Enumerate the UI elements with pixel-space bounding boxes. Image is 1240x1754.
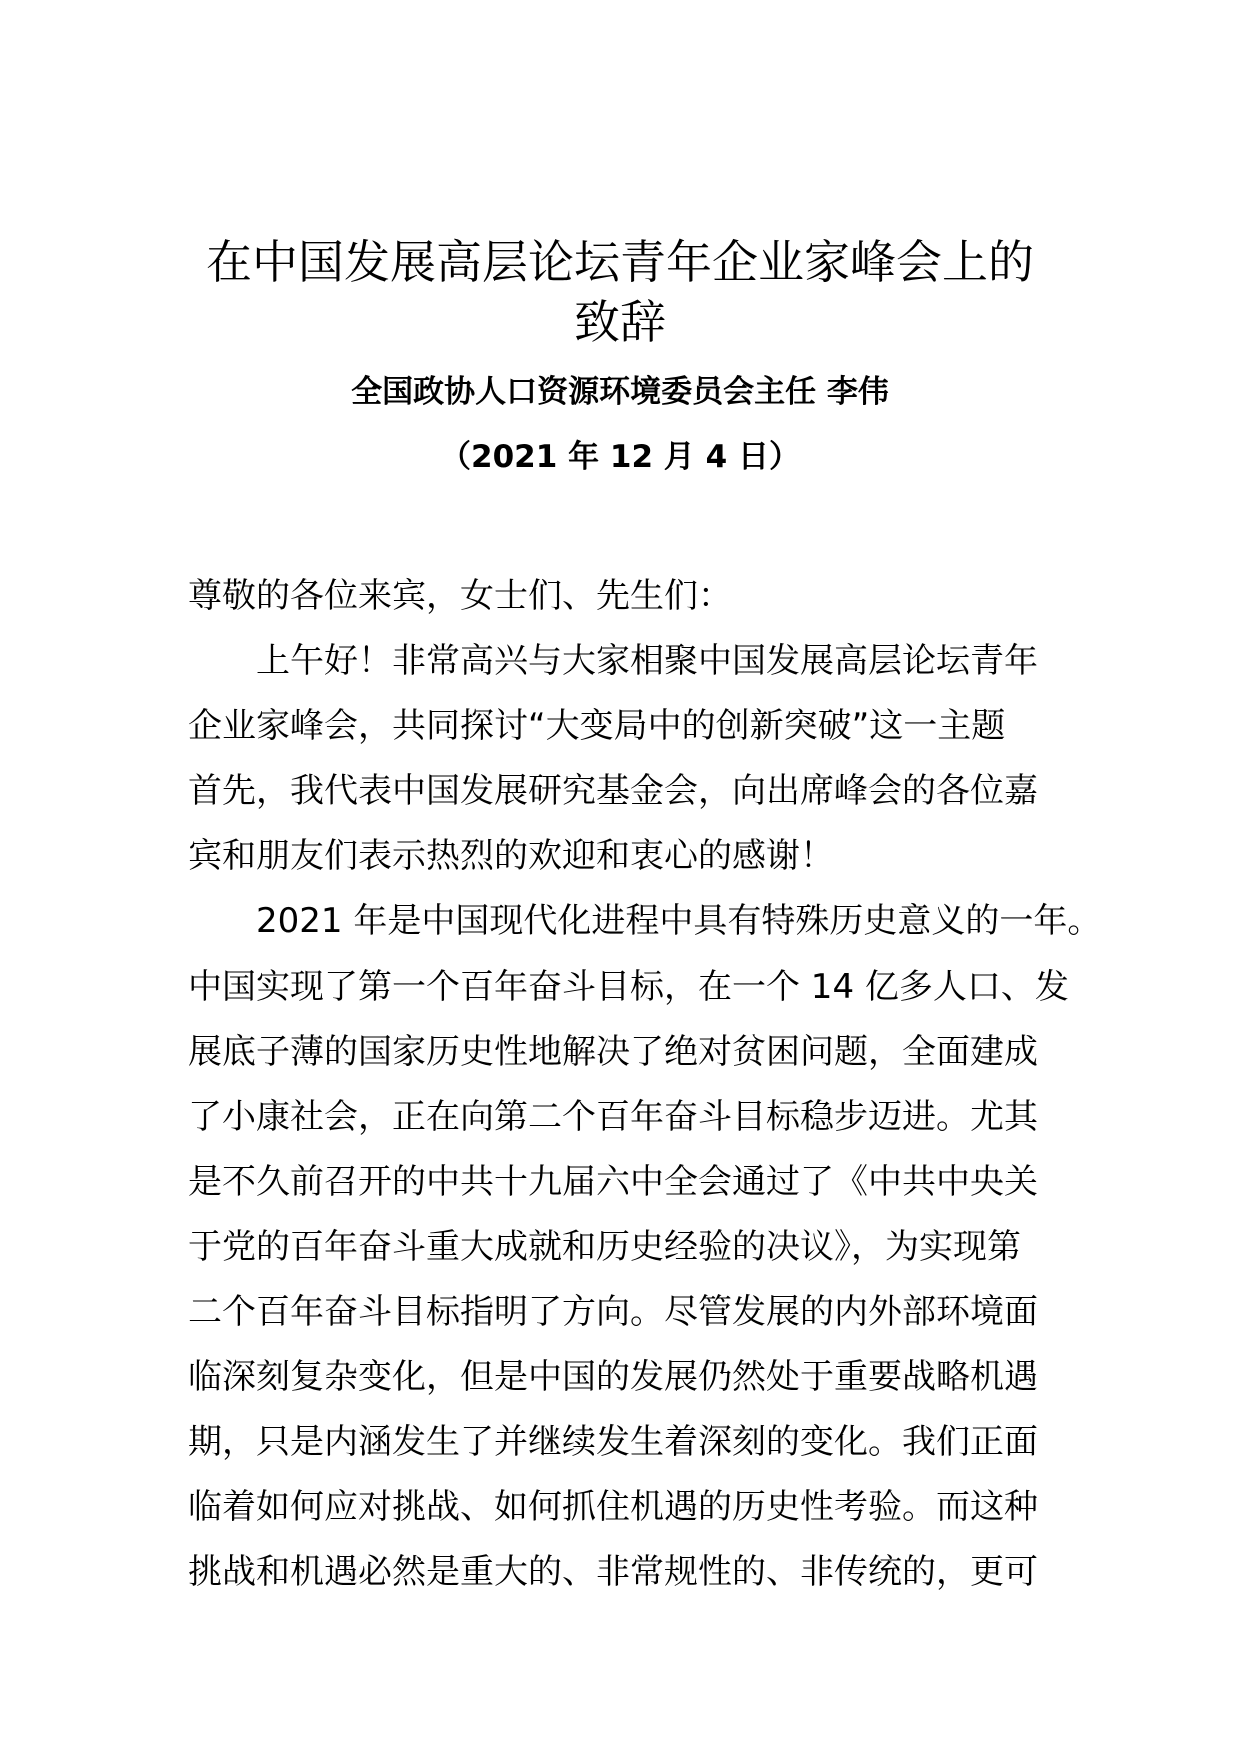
body-line: 宾和朋友们表示热烈的欢迎和衷心的感谢！ [188, 836, 834, 877]
document-title-line-1: 在中国发展高层论坛青年企业家峰会上的 [206, 235, 1034, 289]
body-line: 2021 年是中国现代化进程中具有特殊历史意义的一年。 [256, 901, 1102, 942]
body-line: 于党的百年奋斗重大成就和历史经验的决议》，为实现第 [188, 1226, 1021, 1267]
body-line: 中国实现了第一个百年奋斗目标，在一个 14 亿多人口、发 [188, 966, 1069, 1007]
document-title-line-2: 致辞 [574, 295, 666, 349]
body-line: 期，只是内涵发生了并继续发生着深刻的变化。我们正面 [188, 1422, 1038, 1463]
body-line: 首先，我代表中国发展研究基金会，向出席峰会的各位嘉 [188, 771, 1038, 812]
body-line: 了小康社会，正在向第二个百年奋斗目标稳步迈进。尤其 [188, 1096, 1038, 1137]
speech-body [188, 564, 1102, 1606]
body-line: 是不久前召开的中共十九届六中全会通过了《中共中央关 [188, 1161, 1038, 1202]
body-line: 企业家峰会，共同探讨“大变局中的创新突破”这一主题 [188, 706, 1006, 747]
salutation-line: 尊敬的各位来宾，女士们、先生们： [188, 576, 732, 616]
body-line: 展底子薄的国家历史性地解决了绝对贫困问题，全面建成 [188, 1031, 1038, 1072]
body-line: 二个百年奋斗目标指明了方向。尽管发展的内外部环境面 [188, 1292, 1038, 1333]
speaker-byline: 全国政协人口资源环境委员会主任 李伟 [351, 374, 889, 410]
body-line: 上午好！非常高兴与大家相聚中国发展高层论坛青年 [256, 641, 1038, 682]
body-line: 临深刻复杂变化，但是中国的发展仍然处于重要战略机遇 [188, 1357, 1038, 1398]
body-line: 临着如何应对挑战、如何抓住机遇的历史性考验。而这种 [188, 1487, 1038, 1528]
body-line: 挑战和机遇必然是重大的、非常规性的、非传统的，更可 [188, 1552, 1038, 1593]
speech-date: （2021 年 12 月 4 日） [440, 439, 800, 475]
